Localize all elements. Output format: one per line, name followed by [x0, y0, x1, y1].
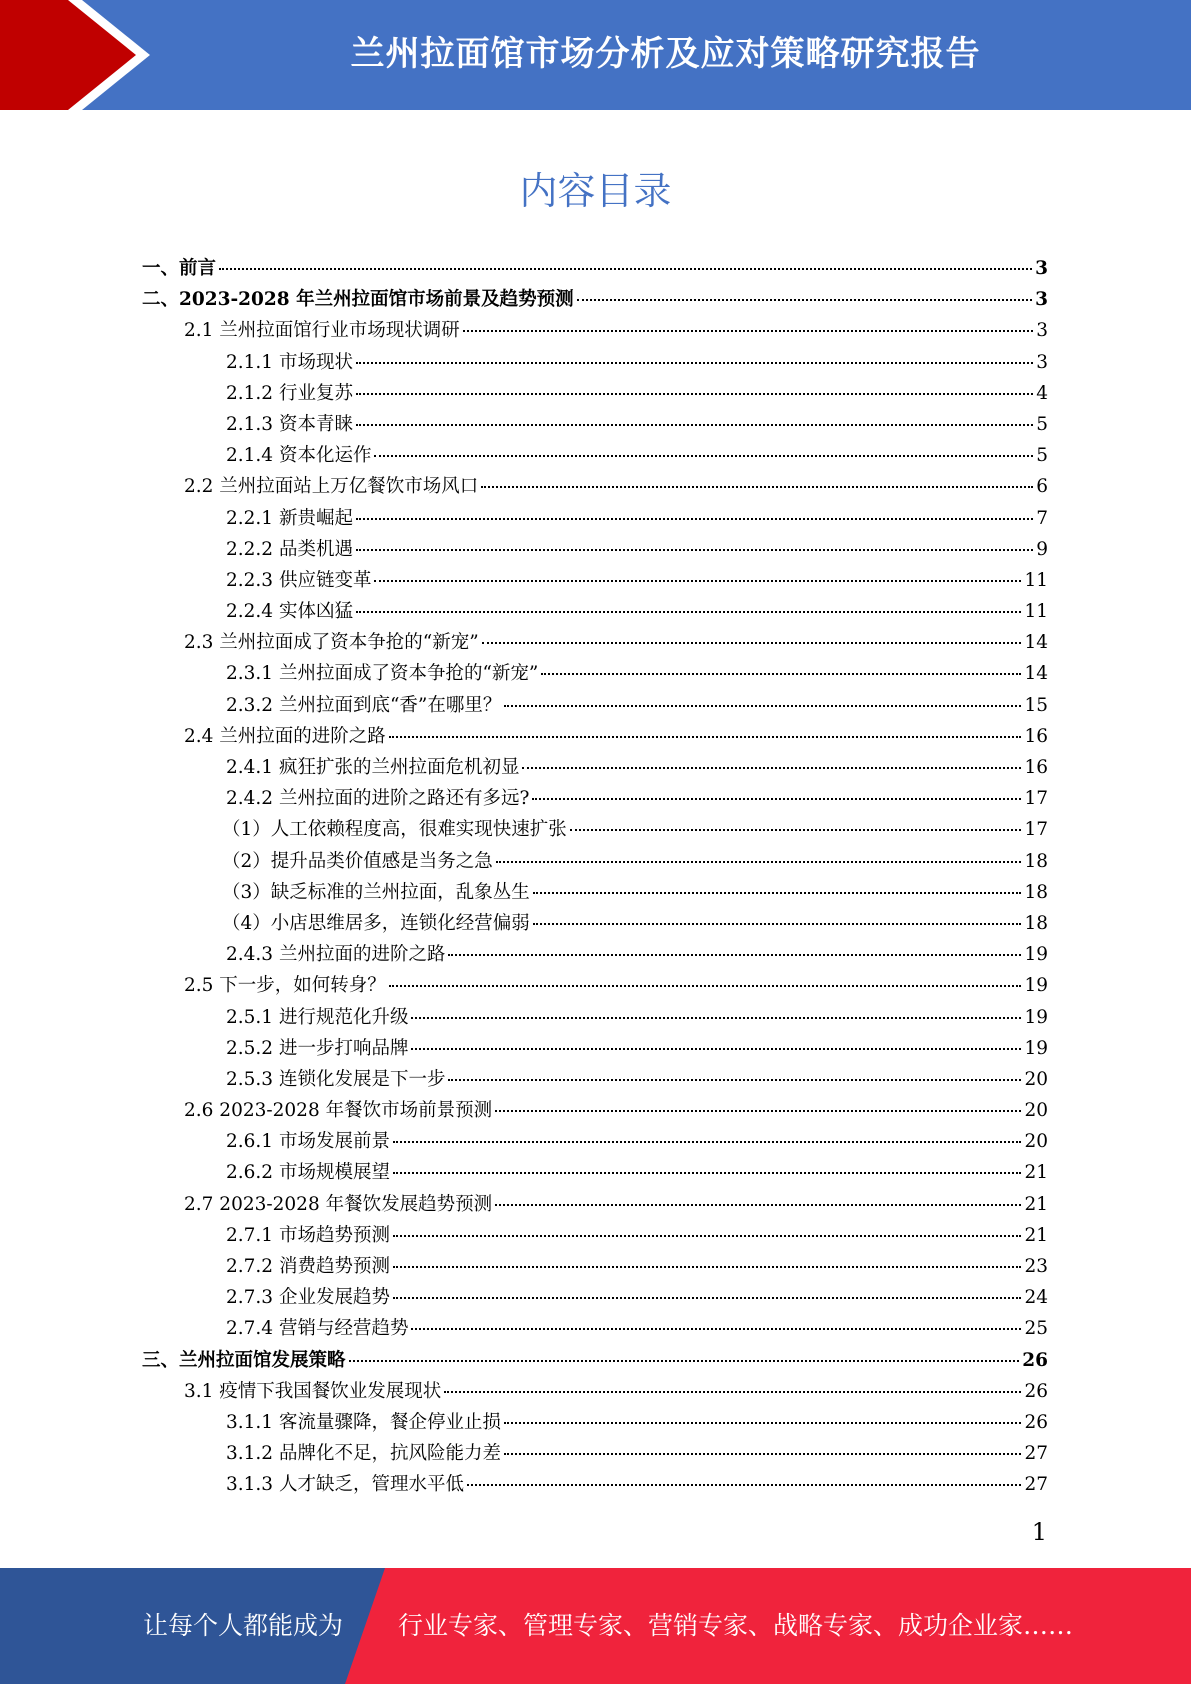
toc-entry[interactable]	[142, 1377, 1048, 1408]
toc-entry-label: 2.2.1 新贵崛起	[226, 507, 353, 529]
toc-entry-page: 17	[1024, 788, 1048, 810]
toc-entry-label: 3.1.3 人才缺乏，管理水平低	[226, 1474, 464, 1496]
toc-entry[interactable]	[142, 909, 1048, 940]
toc-entry-label: 2.1.2 行业复苏	[226, 382, 353, 404]
toc-entry-label: 2.4 兰州拉面的进阶之路	[184, 725, 386, 747]
toc-entry-page: 27	[1024, 1474, 1048, 1496]
toc-entry-label: 2.2 兰州拉面站上万亿餐饮市场风口	[184, 476, 479, 498]
toc-entry[interactable]	[142, 285, 1048, 316]
header-chevron-icon	[0, 0, 140, 110]
toc-entry-label: 2.4.1 疯狂扩张的兰州拉面危机初显	[226, 757, 520, 778]
toc-entry-label: （2）提升品类价值感是当务之急	[222, 850, 493, 872]
toc-entry-page: 26	[1024, 1380, 1048, 1402]
toc-entry-label: 2.3 兰州拉面成了资本争抢的“新宠”	[184, 632, 479, 654]
toc-entry[interactable]	[142, 753, 1048, 784]
toc-leader-dots	[356, 549, 1033, 551]
toc-leader-dots	[356, 611, 1022, 613]
toc-entry[interactable]	[142, 971, 1048, 1002]
toc-entry-page: 16	[1024, 757, 1048, 778]
toc-entry-label: 2.7.3 企业发展趋势	[226, 1287, 390, 1309]
toc-entry[interactable]	[142, 379, 1048, 410]
toc-entry-label: 三、兰州拉面馆发展策略	[142, 1349, 346, 1371]
toc-entry-label: 2.6.1 市场发展前景	[226, 1131, 390, 1153]
toc-entry-page: 17	[1024, 819, 1048, 841]
toc-leader-dots	[496, 861, 1022, 863]
toc-entry-label: 2.5.3 连锁化发展是下一步	[226, 1068, 446, 1090]
toc-entry-page: 18	[1024, 850, 1048, 872]
toc-leader-dots	[389, 985, 1022, 987]
toc-entry-label: 2.5.1 进行规范化升级	[226, 1006, 409, 1028]
toc-entry-label: 2.6 2023-2028 年餐饮市场前景预测	[184, 1100, 493, 1122]
toc-leader-dots	[393, 1235, 1021, 1237]
toc-entry-page: 19	[1024, 944, 1048, 966]
page-number: 1	[1031, 1518, 1047, 1546]
toc-entry-label: （4）小店思维居多，连锁化经营偏弱	[222, 912, 530, 934]
toc-entry[interactable]	[142, 1096, 1048, 1127]
toc-leader-dots	[356, 424, 1033, 426]
toc-leader-dots	[504, 1422, 1021, 1424]
toc-entry[interactable]	[142, 472, 1048, 503]
toc-entry-label: 一、前言	[142, 258, 217, 279]
toc-leader-dots	[411, 1048, 1021, 1050]
toc-entry-label: 2.1.3 资本青睐	[226, 413, 353, 435]
toc-entry-label: 2.7 2023-2028 年餐饮发展趋势预测	[184, 1193, 493, 1215]
toc-entry-page: 16	[1024, 725, 1048, 747]
toc-entry-page: 5	[1036, 413, 1048, 435]
toc-entry-page: 3	[1036, 320, 1048, 342]
toc-entry-label: 3.1.1 客流量骤降，餐企停业止损	[226, 1411, 501, 1433]
toc-leader-dots	[411, 1328, 1021, 1330]
toc-leader-dots	[541, 673, 1021, 675]
toc-leader-dots	[393, 1141, 1021, 1143]
toc-entry-page: 21	[1024, 1224, 1048, 1246]
toc-entry[interactable]	[142, 659, 1048, 690]
toc-entry-page: 5	[1036, 445, 1048, 467]
toc-entry[interactable]	[142, 1470, 1048, 1501]
toc-entry[interactable]	[142, 1252, 1048, 1283]
toc-entry-page: 27	[1024, 1443, 1048, 1465]
footer-slogan-left: 让每个人都能成为	[143, 1611, 344, 1640]
toc-entry-label: （3）缺乏标准的兰州拉面，乱象丛生	[222, 881, 530, 903]
toc-entry[interactable]	[142, 1221, 1048, 1252]
toc-leader-dots	[533, 892, 1022, 894]
toc-leader-dots	[393, 1172, 1021, 1174]
toc-entry[interactable]	[142, 566, 1048, 597]
toc-entry[interactable]	[142, 535, 1048, 566]
toc-entry-page: 19	[1024, 975, 1048, 997]
toc-entry-page: 15	[1024, 694, 1048, 716]
toc-leader-dots	[374, 455, 1033, 457]
toc-entry[interactable]	[142, 1003, 1048, 1034]
toc-leader-dots	[532, 798, 1021, 800]
toc-entry[interactable]	[142, 847, 1048, 878]
toc-entry-page: 3	[1035, 289, 1048, 311]
toc-leader-dots	[389, 736, 1022, 738]
toc-entry-label: 2.2.3 供应链变革	[226, 569, 372, 591]
toc-entry-page: 11	[1024, 569, 1048, 591]
toc-entry-label: 2.1 兰州拉面馆行业市场现状调研	[184, 320, 460, 342]
toc-entry[interactable]	[142, 1034, 1048, 1065]
toc-entry-page: 23	[1024, 1256, 1048, 1277]
toc-leader-dots	[570, 829, 1022, 831]
toc-leader-dots	[481, 486, 1033, 488]
toc-heading: 内容目录	[519, 169, 672, 213]
toc-entry-page: 20	[1024, 1131, 1048, 1153]
report-title: 兰州拉面馆市场分析及应对策略研究报告	[350, 34, 981, 74]
toc-entry-label: 2.7.4 营销与经营趋势	[226, 1318, 409, 1340]
toc-entry[interactable]	[142, 1127, 1048, 1158]
toc-entry-label: 3.1.2 品牌化不足，抗风险能力差	[226, 1443, 501, 1465]
toc-entry[interactable]	[142, 1158, 1048, 1189]
toc-entry-page: 11	[1024, 601, 1048, 623]
toc-entry-page: 14	[1024, 632, 1048, 654]
toc-entry[interactable]	[142, 504, 1048, 535]
toc-leader-dots	[448, 1079, 1021, 1081]
toc-entry-page: 20	[1024, 1100, 1048, 1122]
toc-leader-dots	[411, 1017, 1021, 1019]
toc-leader-dots	[219, 268, 1032, 270]
toc-leader-dots	[495, 1110, 1021, 1112]
toc-entry[interactable]	[142, 815, 1048, 846]
toc-entry[interactable]	[142, 878, 1048, 909]
toc-entry-page: 4	[1036, 382, 1048, 404]
toc-entry-label: 二、2023-2028 年兰州拉面馆市场前景及趋势预测	[142, 289, 574, 311]
toc-leader-dots	[577, 299, 1033, 301]
toc-entry[interactable]	[142, 597, 1048, 628]
toc-entry[interactable]	[142, 316, 1048, 347]
toc-leader-dots	[482, 642, 1022, 644]
toc-entry-page: 19	[1024, 1006, 1048, 1028]
toc-leader-dots	[504, 1453, 1021, 1455]
toc-leader-dots	[533, 923, 1022, 925]
toc-entry[interactable]	[142, 1190, 1048, 1221]
toc-entry-label: 2.3.1 兰州拉面成了资本争抢的“新宠”	[226, 663, 539, 685]
toc-leader-dots	[504, 705, 1021, 707]
toc-leader-dots	[495, 1204, 1021, 1206]
toc-leader-dots	[444, 1391, 1021, 1393]
toc-entry-label: 2.1.1 市场现状	[226, 351, 353, 373]
toc-leader-dots	[522, 767, 1021, 769]
toc-entry-label: 2.3.2 兰州拉面到底“香”在哪里？	[226, 694, 502, 716]
toc-leader-dots	[374, 580, 1021, 582]
table-of-contents	[142, 254, 1048, 1502]
toc-entry-label: 2.2.4 实体凶猛	[226, 601, 353, 623]
toc-leader-dots	[356, 362, 1033, 364]
toc-entry-page: 7	[1036, 507, 1048, 529]
toc-entry-page: 26	[1022, 1349, 1048, 1371]
toc-entry-page: 18	[1024, 912, 1048, 934]
toc-entry-label: 2.4.2 兰州拉面的进阶之路还有多远?	[226, 788, 530, 810]
toc-entry-label: 2.4.3 兰州拉面的进阶之路	[226, 944, 446, 966]
toc-leader-dots	[349, 1360, 1020, 1362]
toc-leader-dots	[393, 1297, 1021, 1299]
toc-entry-page: 3	[1035, 258, 1048, 279]
toc-entry-label: 2.7.1 市场趋势预测	[226, 1224, 390, 1246]
toc-entry[interactable]	[142, 1439, 1048, 1470]
toc-entry-page: 19	[1024, 1037, 1048, 1059]
toc-entry-label: 2.7.2 消费趋势预测	[226, 1256, 390, 1277]
toc-entry[interactable]	[142, 410, 1048, 441]
toc-entry-label: 3.1 疫情下我国餐饮业发展现状	[184, 1380, 442, 1402]
toc-entry-page: 20	[1024, 1068, 1048, 1090]
toc-leader-dots	[467, 1484, 1021, 1486]
toc-entry[interactable]	[142, 784, 1048, 815]
toc-entry-label: 2.6.2 市场规模展望	[226, 1162, 390, 1184]
toc-leader-dots	[463, 330, 1033, 332]
footer-banner	[0, 1568, 1191, 1684]
toc-entry[interactable]	[142, 1314, 1048, 1345]
toc-entry-page: 6	[1036, 476, 1048, 498]
toc-entry-label: 2.5 下一步，如何转身？	[184, 975, 386, 997]
toc-leader-dots	[448, 954, 1021, 956]
toc-entry-page: 26	[1024, 1411, 1048, 1433]
toc-entry[interactable]	[142, 722, 1048, 753]
toc-entry[interactable]	[142, 691, 1048, 722]
toc-entry[interactable]	[142, 1408, 1048, 1439]
toc-entry-label: 2.5.2 进一步打响品牌	[226, 1037, 409, 1059]
toc-leader-dots	[356, 518, 1033, 520]
toc-entry-page: 25	[1024, 1318, 1048, 1340]
toc-entry[interactable]	[142, 1346, 1048, 1377]
toc-entry[interactable]	[142, 628, 1048, 659]
toc-entry-page: 14	[1024, 663, 1048, 685]
toc-entry-page: 9	[1036, 538, 1048, 560]
toc-entry-page: 24	[1024, 1287, 1048, 1309]
toc-entry-page: 21	[1024, 1162, 1048, 1184]
toc-leader-dots	[393, 1266, 1021, 1268]
toc-entry[interactable]	[142, 254, 1048, 285]
footer-slogan-right: 行业专家、管理专家、营销专家、战略专家、成功企业家……	[398, 1611, 1074, 1640]
toc-entry-label: 2.1.4 资本化运作	[226, 445, 372, 467]
toc-entry-label: 2.2.2 品类机遇	[226, 538, 353, 560]
toc-entry[interactable]	[142, 441, 1048, 472]
toc-entry[interactable]	[142, 1065, 1048, 1096]
header-banner	[0, 0, 1191, 110]
toc-entry[interactable]	[142, 940, 1048, 971]
toc-entry[interactable]	[142, 348, 1048, 379]
toc-entry[interactable]	[142, 1283, 1048, 1314]
toc-entry-page: 21	[1024, 1193, 1048, 1215]
toc-entry-label: （1）人工依赖程度高，很难实现快速扩张	[222, 819, 567, 841]
toc-entry-page: 3	[1036, 351, 1048, 373]
toc-entry-page: 18	[1024, 881, 1048, 903]
toc-leader-dots	[356, 393, 1033, 395]
